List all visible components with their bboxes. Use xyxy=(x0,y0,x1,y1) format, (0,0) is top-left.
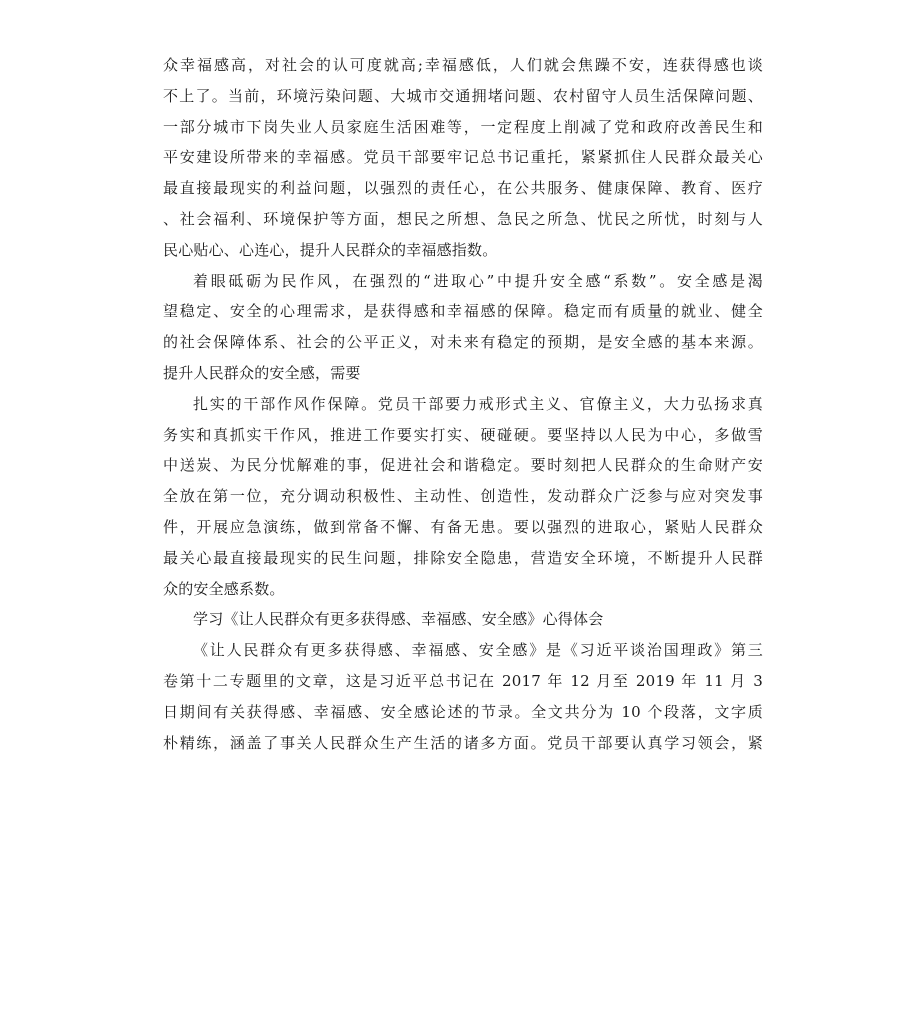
text-line: 务实和真抓实干作风，推进工作要实打实、硬碰硬。要坚持以人民为中心，多做雪 xyxy=(163,425,763,444)
text-line: 最直接最现实的利益问题，以强烈的责任心，在公共服务、健康保障、教育、医疗 xyxy=(163,179,763,198)
document-body xyxy=(163,50,763,758)
text-line: 望稳定、安全的心理需求，是获得感和幸福感的保障。稳定而有质量的就业、健全 xyxy=(163,302,763,321)
text-line: 卷第十二专题里的文章，这是习近平总书记在 2017 年 12 月至 2019 年 11 月 3 xyxy=(163,671,763,690)
text-line: 众的安全感系数。 xyxy=(163,579,285,598)
text-line: 民心贴心、心连心，提升人民群众的幸福感指数。 xyxy=(163,240,498,259)
text-line: 、社会福利、环境保护等方面，想民之所想、急民之所急、忧民之所忧，时刻与人 xyxy=(163,209,763,228)
paragraph-first-line: 《让人民群众有更多获得感、幸福感、安全感》是《习近平谈治国理政》第三 xyxy=(193,641,763,660)
text-line: 提升人民群众的安全感，需要 xyxy=(163,363,361,382)
text-line: 日期间有关获得感、幸福感、安全感论述的节录。全文共分为 10 个段落，文字质 xyxy=(163,702,763,721)
text-line: 全放在第一位，充分调动积极性、主动性、创造性，发动群众广泛参与应对突发事 xyxy=(163,487,763,506)
text-line: 中送炭、为民分忧解难的事，促进社会和谐稳定。要时刻把人民群众的生命财产安 xyxy=(163,456,763,475)
text-line: 朴精练，涵盖了事关人民群众生产生活的诸多方面。党员干部要认真学习领会，紧 xyxy=(163,733,763,752)
section-heading: 学习《让人民群众有更多获得感、幸福感、安全感》心得体会 xyxy=(193,610,604,629)
text-line: 平安建设所带来的幸福感。党员干部要牢记总书记重托，紧紧抓住人民群众最关心 xyxy=(163,148,763,167)
paragraph-first-line: 着眼砥砺为民作风，在强烈的“进取心”中提升安全感“系数”。安全感是渴 xyxy=(193,271,763,290)
text-line: 件，开展应急演练，做到常备不懈、有备无患。要以强烈的进取心，紧贴人民群众 xyxy=(163,517,763,536)
text-line: 的社会保障体系、社会的公平正义，对未来有稳定的预期，是安全感的基本来源。 xyxy=(163,333,763,352)
text-line: 不上了。当前，环境污染问题、大城市交通拥堵问题、农村留守人员生活保障问题、 xyxy=(163,86,763,105)
text-line: 一部分城市下岗失业人员家庭生活困难等，一定程度上削减了党和政府改善民生和 xyxy=(163,117,763,136)
text-line: 最关心最直接最现实的民生问题，排除安全隐患，营造安全环境，不断提升人民群 xyxy=(163,548,763,567)
paragraph-first-line: 扎实的干部作风作保障。党员干部要力戒形式主义、官僚主义，大力弘扬求真 xyxy=(193,394,763,413)
text-line: 众幸福感高，对社会的认可度就高;幸福感低，人们就会焦躁不安，连获得感也谈 xyxy=(163,56,763,74)
